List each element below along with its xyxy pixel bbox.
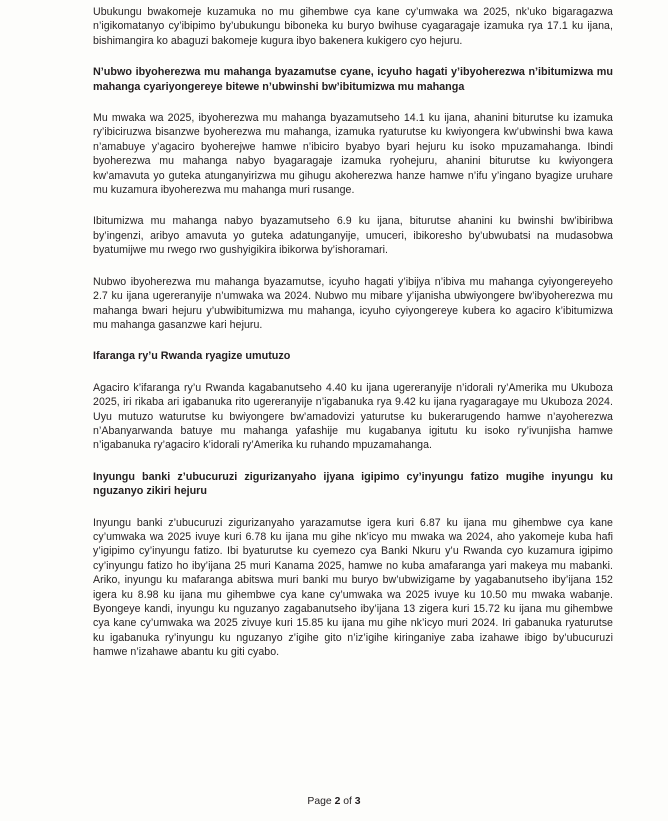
paragraph-imports: Ibitumizwa mu mahanga nabyo byazamutseho 6.9 ku ijana, biturutse ahanini ku bwinshi bw’ibiribwa by’ingenzi, aribyo amavuta yo guteka adatunganyije, umuceri, ibikoresho by’ubwubatsi na mudasobwa byatumijwe mu rwego rwo gushyigikira ibikorwa by’ishoramari. bbox=[93, 215, 613, 257]
paragraph-exports: Mu mwaka wa 2025, ibyoherezwa mu mahanga byazamutseho 14.1 ku ijana, ahanini biturutse ku izamuka ry’ibiciruzwa bisanzwe byoherezwa mu mahanga, izamuka ryaturutse ku kwiyongera kw’ubwinshi bwa kawa n’amabuye y’agaciro byoherejwe hamwe n’ibiciro byabyo byari hejuru ku isoko mpuzamahanga. Ibindi byoherezwa mu mahanga nabyo byagaragaje izamuka ryohejuru, ahanini biturutse ku kwiyongera kw’amavuta yo guteka atunganyirizwa mu gihugu akoherezwa hanze hamwe n’ifu y’ingano byagize uruhare mu kuzamura ibyoherezwa mu mahanga muri rusange. bbox=[93, 112, 613, 197]
heading-trade-deficit: N’ubwo ibyoherezwa mu mahanga byazamutse cyane, icyuho hagati y’ibyoherezwa n’ibitumizwa mu mahanga cyariyongereye bitewe n’ubwinshi bw’ibitumizwa mu mahanga bbox=[93, 66, 613, 93]
document-body bbox=[93, 5, 613, 677]
page-total: 3 bbox=[354, 796, 361, 807]
page-separator: of bbox=[340, 796, 355, 807]
paragraph-trade-gap: Nubwo ibyoherezwa mu mahanga byazamutse, icyuho hagati y’ibijya n’ibiva mu mahanga cyiyongereyeho 2.7 ku ijana ugereranyije n’umwaka wa 2024. Nubwo mu mibare y’ijanisha ubwiyongere bw’ibyoherezwa mu mahanga bwari hejuru y’ubwibitumizwa mu mahanga, icyuho cyiyongereye kubera ko agaciro k’ibitumizwa mu mahanga gasanzwe kari hejuru. bbox=[93, 275, 613, 331]
page-number-footer bbox=[0, 795, 668, 809]
page-prefix: Page bbox=[307, 796, 335, 807]
heading-exchange-rate: Ifaranga ry’u Rwanda ryagize umutuzo bbox=[93, 350, 291, 363]
page-current: 2 bbox=[334, 796, 341, 807]
paragraph-exchange-rate: Agaciro k’ifaranga ry’u Rwanda kagabanutseho 4.40 ku ijana ugereranyije n’idorali ry’Amerika mu Ukuboza 2025, iri rikaba ari igabanuka rito ugereranyije n’igabanuka rya 9.42 ku ijana ryagaragaye mu Ukuboza 2024. Uyu mutuzo waturutse ku bwiyongere bw’amadovizi yaturutse ku bukerarugendo hamwe n’ayoherezwa n’Abanyarwanda batuye mu mahanga yafashije mu kugabanya igitutu ku isoko ry’ivunjisha hamwe n’igabanuka ry’agaciro k’idorali ry’Amerika ku ruhando mpuzamahanga. bbox=[93, 381, 613, 452]
heading-interest-rates: Inyungu banki z’ubucuruzi zigurizanyaho ijyana igipimo cy’inyungu fatizo mugihe inyungu ku nguzanyo zikiri hejuru bbox=[93, 470, 613, 498]
paragraph-economic-growth: Ubukungu bwakomeje kuzamuka no mu gihembwe cya kane cy’umwaka wa 2025, nk’uko bigaragazwa n’igikomatanyo cy’ibipimo by’ubukungu biboneka ku buryo bwihuse cyagaragaje izamuka rya 17.1 ku ijana, bishimangira ko abaguzi bakomeje kugura ibyo bakenera kukigero cyo hejuru. bbox=[93, 6, 613, 47]
paragraph-interest-rates: Inyungu banki z’ubucuruzi zigurizanyaho yarazamutse igera kuri 6.87 ku ijana mu gihembwe cya kane cy’umwaka wa 2025 ivuye kuri 6.78 ku ijana mu gihe nk’icyo mu mwaka wa 2024, aho yakomeje kuba hafi y’igipimo cy’inyungu fatizo. Ibi byaturutse ku cyemezo cya Banki Nkuru y’u Rwanda cyo kuzamura igipimo cy’inyungu fatizo ho iby’ijana 25 muri Kanama 2025, hamwe no kuba amafaranga yari makeya mu mabanki. Ariko, inyungu ku mafaranga abitswa muri banki mu buryo bw’ubwizigame by yagabanutseho iby’ijana 152 igera ku 8.98 ku ijana mu gihembwe cya kane cy’umwaka wa 2025 ivuye ku 10.50 mu mwaka wabanje. Byongeye kandi, inyungu ku nguzanyo zagabanutseho iby’ijana 13 zigera kuri 15.72 ku ijana mu gihembwe cya kane cy’umwaka wa 2025 zivuye kuri 15.85 ku ijana mu gihe nk’icyo muri 2024. Iri gabanuka ryaturutse ku igabanuka ry’inyungu ku nguzanyo z’igihe gito n’iz’igihe kiringaniye zaba izahawe ibigo by’ubucuruzi hamwe n’izahawe abantu ku giti cyabo. bbox=[93, 516, 613, 659]
